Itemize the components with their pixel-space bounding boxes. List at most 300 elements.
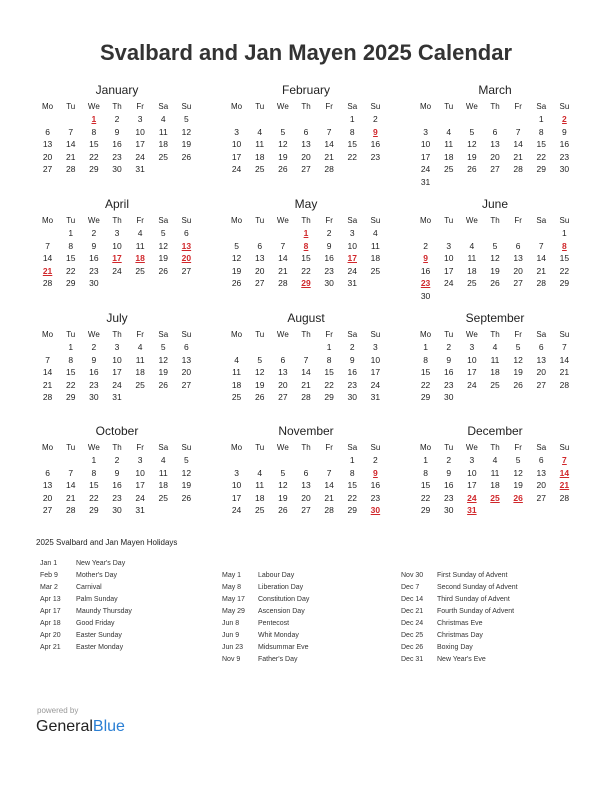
- day-cell: 26: [513, 379, 523, 390]
- day-cell: 6: [184, 228, 189, 238]
- holiday-day-cell: 20: [181, 253, 192, 264]
- day-cell: 18: [490, 480, 500, 491]
- day-cell: 27: [42, 505, 53, 516]
- day-cell: 8: [538, 126, 544, 137]
- day-cell: 11: [467, 253, 477, 264]
- month-may: [225, 196, 387, 290]
- month-grid: [414, 98, 576, 189]
- day-cell: 6: [303, 126, 309, 137]
- day-cell: 24: [112, 265, 122, 276]
- weekday-header: Sa: [347, 330, 358, 339]
- month-name: June: [481, 197, 509, 211]
- day-cell: 3: [373, 342, 378, 352]
- day-cell: 30: [443, 392, 454, 403]
- weekday-header: Su: [559, 330, 570, 339]
- day-cell: 11: [490, 467, 500, 478]
- generalblue-logo[interactable]: [36, 718, 125, 736]
- weekday-header: We: [87, 330, 100, 339]
- holiday-row: [40, 582, 132, 594]
- weekday-header: Mo: [420, 102, 432, 111]
- weekday-header: We: [87, 443, 100, 452]
- holiday-date: May 8: [222, 584, 242, 591]
- day-cell: 4: [160, 114, 166, 124]
- holiday-row: [40, 558, 132, 570]
- holidays-title: 2025 Svalbard and Jan Mayen Holidays: [36, 538, 178, 547]
- day-cell: 12: [158, 240, 168, 251]
- month-name: September: [465, 311, 525, 325]
- day-cell: 10: [135, 126, 145, 137]
- day-cell: 9: [114, 467, 120, 478]
- empty-cell: [271, 454, 294, 467]
- day-cell: 20: [301, 151, 311, 162]
- day-cell: 10: [443, 253, 454, 264]
- day-cell: 30: [420, 290, 431, 301]
- day-cell: 13: [490, 139, 500, 150]
- day-cell: 28: [513, 164, 523, 175]
- day-cell: 5: [160, 228, 166, 238]
- holiday-name: Ascension Day: [258, 608, 305, 615]
- day-cell: 1: [562, 228, 567, 238]
- day-cell: 22: [301, 265, 311, 276]
- day-cell: 17: [135, 139, 145, 150]
- empty-cell: [530, 227, 553, 240]
- holiday-name: Third Sunday of Advent: [437, 596, 510, 603]
- holiday-date: Jun 23: [222, 644, 244, 651]
- day-cell: 3: [234, 126, 239, 137]
- day-cell: 18: [158, 480, 168, 491]
- empty-cell: [460, 227, 483, 240]
- day-cell: 12: [513, 354, 523, 365]
- empty-cell: [414, 227, 437, 240]
- day-cell: 25: [135, 265, 145, 276]
- holiday-name: Fourth Sunday of Advent: [437, 608, 515, 615]
- day-cell: 9: [446, 354, 452, 365]
- day-cell: 27: [301, 164, 311, 175]
- weekday-header: Mo: [420, 216, 432, 225]
- day-cell: 29: [89, 164, 99, 175]
- day-cell: 3: [469, 455, 475, 465]
- holiday-date: Jan 1: [40, 560, 58, 567]
- weekday-header: We: [276, 216, 289, 225]
- day-cell: 28: [324, 164, 334, 175]
- holiday-name: Easter Sunday: [76, 632, 122, 639]
- weekday-header: Sa: [158, 330, 169, 339]
- day-cell: 10: [467, 467, 477, 478]
- day-cell: 2: [446, 342, 452, 352]
- holiday-name: Midsummar Eve: [258, 644, 309, 651]
- day-cell: 27: [254, 278, 265, 289]
- holiday-day-cell: 13: [181, 240, 192, 251]
- day-cell: 29: [420, 505, 431, 516]
- day-cell: 1: [91, 455, 97, 465]
- day-cell: 7: [45, 240, 50, 251]
- day-cell: 18: [158, 139, 168, 150]
- weekday-header: Th: [301, 330, 311, 339]
- day-cell: 1: [68, 342, 74, 352]
- holiday-date: Nov 9: [222, 656, 241, 663]
- holiday-day-cell: 1: [303, 228, 309, 238]
- holiday-day-cell: 21: [559, 480, 570, 491]
- day-cell: 10: [231, 139, 242, 150]
- holiday-name: Second Sunday of Advent: [437, 584, 518, 591]
- day-cell: 14: [42, 367, 53, 378]
- day-cell: 28: [65, 164, 76, 175]
- day-cell: 10: [231, 480, 242, 491]
- weekday-header: Mo: [231, 330, 243, 339]
- empty-cell: [294, 341, 317, 354]
- holiday-row: [40, 642, 132, 654]
- day-cell: 6: [515, 240, 521, 251]
- day-cell: 17: [420, 151, 431, 162]
- day-cell: 17: [443, 265, 454, 276]
- day-cell: 11: [135, 354, 145, 365]
- day-cell: 5: [160, 342, 166, 352]
- weekday-header: Su: [370, 216, 381, 225]
- day-cell: 18: [254, 151, 265, 162]
- day-cell: 22: [89, 492, 99, 503]
- empty-cell: [271, 341, 294, 354]
- holiday-day-cell: 21: [42, 265, 53, 276]
- day-cell: 31: [135, 164, 145, 175]
- weekday-header: Mo: [42, 330, 54, 339]
- day-cell: 6: [538, 455, 544, 465]
- weekday-header: Sa: [536, 102, 547, 111]
- day-cell: 25: [443, 164, 454, 175]
- empty-cell: [248, 341, 271, 354]
- weekday-header: Sa: [347, 216, 358, 225]
- day-cell: 15: [65, 367, 76, 378]
- day-cell: 29: [536, 164, 546, 175]
- day-cell: 3: [137, 455, 143, 465]
- empty-cell: [483, 227, 506, 240]
- day-cell: 27: [181, 379, 192, 390]
- holiday-row: [401, 630, 518, 642]
- day-cell: 25: [467, 278, 477, 289]
- weekday-header: Mo: [231, 443, 243, 452]
- day-cell: 8: [349, 126, 355, 137]
- holiday-day-cell: 31: [467, 505, 477, 516]
- weekday-header: Fr: [514, 216, 522, 225]
- weekday-header: Tu: [66, 102, 76, 111]
- month-grid: [225, 439, 387, 517]
- day-cell: 13: [536, 354, 546, 365]
- day-cell: 13: [536, 467, 546, 478]
- day-cell: 15: [559, 253, 570, 264]
- weekday-header: We: [276, 330, 289, 339]
- holiday-date: Dec 24: [401, 620, 424, 627]
- holiday-name: Carnival: [76, 584, 102, 591]
- weekday-header: Fr: [136, 330, 144, 339]
- month-july: [36, 310, 198, 404]
- day-cell: 14: [324, 480, 334, 491]
- weekday-header: Sa: [536, 443, 547, 452]
- day-cell: 2: [446, 455, 452, 465]
- weekday-header: Mo: [420, 443, 432, 452]
- empty-cell: [225, 227, 248, 240]
- day-cell: 17: [112, 367, 122, 378]
- day-cell: 12: [231, 253, 242, 264]
- month-grid: [36, 98, 198, 176]
- day-cell: 21: [278, 265, 288, 276]
- day-cell: 12: [513, 467, 523, 478]
- holiday-date: Dec 25: [401, 632, 424, 639]
- day-cell: 10: [112, 240, 122, 251]
- weekday-header: Sa: [158, 216, 169, 225]
- day-cell: 25: [254, 505, 265, 516]
- weekday-header: Mo: [42, 102, 54, 111]
- day-cell: 20: [181, 367, 192, 378]
- weekday-header: Fr: [325, 443, 333, 452]
- day-cell: 29: [324, 392, 334, 403]
- month-grid: [414, 212, 576, 303]
- day-cell: 14: [42, 253, 53, 264]
- empty-cell: [271, 227, 294, 240]
- empty-cell: [318, 113, 341, 126]
- holiday-day-cell: 9: [373, 126, 378, 137]
- holiday-day-cell: 14: [559, 467, 570, 478]
- empty-cell: [271, 113, 294, 126]
- month-name: October: [95, 424, 139, 438]
- weekday-header: Mo: [42, 216, 54, 225]
- day-cell: 18: [135, 367, 145, 378]
- day-cell: 7: [45, 354, 50, 365]
- day-cell: 11: [158, 467, 168, 478]
- weekday-header: Th: [490, 330, 500, 339]
- day-cell: 3: [234, 467, 239, 478]
- day-cell: 17: [231, 492, 242, 503]
- holiday-date: Nov 30: [401, 572, 424, 579]
- month-march: [414, 82, 576, 189]
- empty-cell: [36, 454, 59, 467]
- day-cell: 2: [373, 455, 378, 465]
- weekday-header: Su: [370, 443, 381, 452]
- weekday-header: Mo: [231, 216, 243, 225]
- month-grid: [414, 326, 576, 404]
- day-cell: 9: [349, 354, 355, 365]
- day-cell: 11: [255, 480, 265, 491]
- day-cell: 16: [420, 265, 431, 276]
- month-grid: [36, 439, 198, 517]
- day-cell: 19: [231, 265, 242, 276]
- day-cell: 2: [114, 455, 120, 465]
- day-cell: 17: [135, 480, 145, 491]
- empty-cell: [225, 113, 248, 126]
- weekday-header: Th: [301, 216, 311, 225]
- day-cell: 20: [513, 265, 523, 276]
- day-cell: 2: [91, 228, 97, 238]
- day-cell: 3: [114, 342, 120, 352]
- empty-cell: [248, 227, 271, 240]
- day-cell: 7: [326, 126, 332, 137]
- day-cell: 30: [347, 392, 357, 403]
- holiday-day-cell: 9: [373, 467, 378, 478]
- day-cell: 20: [301, 492, 311, 503]
- day-cell: 8: [68, 240, 74, 251]
- day-cell: 28: [42, 278, 53, 289]
- weekday-header: Su: [559, 102, 570, 111]
- day-cell: 15: [347, 480, 357, 491]
- day-cell: 30: [443, 505, 454, 516]
- day-cell: 8: [68, 354, 74, 365]
- holiday-row: [401, 606, 518, 618]
- day-cell: 26: [254, 392, 265, 403]
- day-cell: 26: [181, 492, 192, 503]
- day-cell: 4: [234, 354, 239, 365]
- weekday-header: Th: [490, 102, 500, 111]
- month-grid: [36, 212, 198, 290]
- month-name: August: [287, 311, 325, 325]
- holiday-date: Mar 2: [40, 584, 58, 591]
- holiday-row: [222, 630, 309, 642]
- day-cell: 5: [515, 455, 521, 465]
- weekday-header: Fr: [136, 443, 144, 452]
- day-cell: 21: [536, 265, 546, 276]
- day-cell: 13: [181, 354, 192, 365]
- month-november: [225, 423, 387, 517]
- day-cell: 27: [513, 278, 523, 289]
- day-cell: 1: [423, 342, 428, 352]
- holiday-day-cell: 1: [91, 114, 97, 124]
- day-cell: 6: [492, 126, 498, 137]
- day-cell: 4: [257, 467, 263, 478]
- holiday-row: [222, 654, 309, 666]
- day-cell: 17: [370, 367, 381, 378]
- day-cell: 25: [490, 379, 500, 390]
- day-cell: 7: [280, 240, 286, 251]
- day-cell: 15: [420, 480, 431, 491]
- holiday-column: [222, 570, 309, 666]
- day-cell: 2: [423, 240, 428, 251]
- day-cell: 16: [347, 367, 357, 378]
- weekday-header: Fr: [325, 330, 333, 339]
- holiday-name: Liberation Day: [258, 584, 304, 591]
- holiday-day-cell: 25: [490, 492, 500, 503]
- day-cell: 5: [184, 455, 189, 465]
- day-cell: 26: [158, 379, 168, 390]
- month-name: February: [281, 83, 331, 97]
- day-cell: 31: [112, 392, 122, 403]
- day-cell: 31: [135, 505, 145, 516]
- day-cell: 25: [158, 151, 168, 162]
- day-cell: 22: [347, 151, 357, 162]
- weekday-header: Sa: [347, 443, 358, 452]
- day-cell: 2: [349, 342, 355, 352]
- weekday-header: Th: [490, 216, 500, 225]
- weekday-header: Tu: [255, 443, 265, 452]
- day-cell: 19: [254, 379, 265, 390]
- holiday-day-cell: 30: [370, 505, 381, 516]
- day-cell: 24: [112, 379, 122, 390]
- day-cell: 25: [135, 379, 145, 390]
- empty-cell: [460, 113, 483, 126]
- day-cell: 10: [370, 354, 381, 365]
- empty-cell: [507, 113, 530, 126]
- month-december: [414, 423, 576, 517]
- holiday-row: [40, 630, 132, 642]
- day-cell: 23: [89, 379, 99, 390]
- day-cell: 16: [443, 480, 454, 491]
- weekday-header: Su: [181, 216, 192, 225]
- weekday-header: Fr: [514, 102, 522, 111]
- day-cell: 28: [559, 379, 570, 390]
- page-title: Svalbard and Jan Mayen 2025 Calendar: [99, 40, 513, 65]
- weekday-header: We: [276, 102, 289, 111]
- day-cell: 20: [42, 492, 53, 503]
- day-cell: 4: [469, 240, 475, 251]
- holiday-name: New Year's Day: [76, 560, 126, 567]
- holiday-date: Apr 18: [40, 620, 61, 627]
- weekday-header: Tu: [255, 102, 265, 111]
- day-cell: 29: [347, 505, 357, 516]
- holiday-row: [401, 570, 518, 582]
- weekday-header: Th: [301, 102, 311, 111]
- day-cell: 4: [160, 455, 166, 465]
- day-cell: 1: [349, 455, 355, 465]
- month-name: November: [278, 424, 334, 438]
- day-cell: 1: [349, 114, 355, 124]
- holiday-row: [222, 582, 309, 594]
- holiday-row: [40, 606, 132, 618]
- day-cell: 27: [42, 164, 53, 175]
- weekday-header: Th: [490, 443, 500, 452]
- day-cell: 20: [42, 151, 53, 162]
- day-cell: 3: [446, 240, 452, 251]
- day-cell: 23: [370, 151, 381, 162]
- weekday-header: Th: [112, 330, 122, 339]
- day-cell: 31: [420, 176, 431, 187]
- day-cell: 5: [234, 240, 239, 251]
- day-cell: 14: [513, 139, 523, 150]
- day-cell: 29: [65, 392, 76, 403]
- holiday-column: [401, 570, 518, 666]
- weekday-header: Th: [112, 216, 122, 225]
- holiday-day-cell: 7: [562, 455, 567, 465]
- holiday-row: [401, 618, 518, 630]
- day-cell: 26: [467, 164, 477, 175]
- day-cell: 15: [420, 367, 431, 378]
- day-cell: 23: [324, 265, 334, 276]
- weekday-header: Sa: [347, 102, 358, 111]
- day-cell: 8: [423, 467, 428, 478]
- day-cell: 16: [324, 253, 334, 264]
- holiday-day-cell: 18: [135, 253, 145, 264]
- holiday-name: New Year's Eve: [437, 656, 486, 663]
- day-cell: 6: [303, 467, 309, 478]
- day-cell: 21: [301, 379, 311, 390]
- day-cell: 16: [112, 480, 122, 491]
- day-cell: 8: [91, 126, 97, 137]
- weekday-header: Tu: [444, 330, 454, 339]
- month-name: May: [294, 197, 318, 211]
- month-name: January: [95, 83, 139, 97]
- weekday-header: Su: [559, 443, 570, 452]
- holiday-name: Palm Sunday: [76, 596, 118, 603]
- day-cell: 19: [490, 265, 500, 276]
- holiday-date: Dec 26: [401, 644, 424, 651]
- empty-cell: [437, 227, 460, 240]
- day-cell: 18: [254, 492, 265, 503]
- holiday-column: [40, 558, 132, 654]
- empty-cell: [225, 341, 248, 354]
- day-cell: 16: [559, 139, 570, 150]
- day-cell: 1: [326, 342, 332, 352]
- holiday-name: First Sunday of Advent: [437, 572, 508, 579]
- day-cell: 13: [301, 480, 311, 491]
- month-name: April: [104, 197, 129, 211]
- day-cell: 26: [158, 265, 168, 276]
- holiday-name: Good Friday: [76, 620, 115, 627]
- day-cell: 15: [65, 253, 76, 264]
